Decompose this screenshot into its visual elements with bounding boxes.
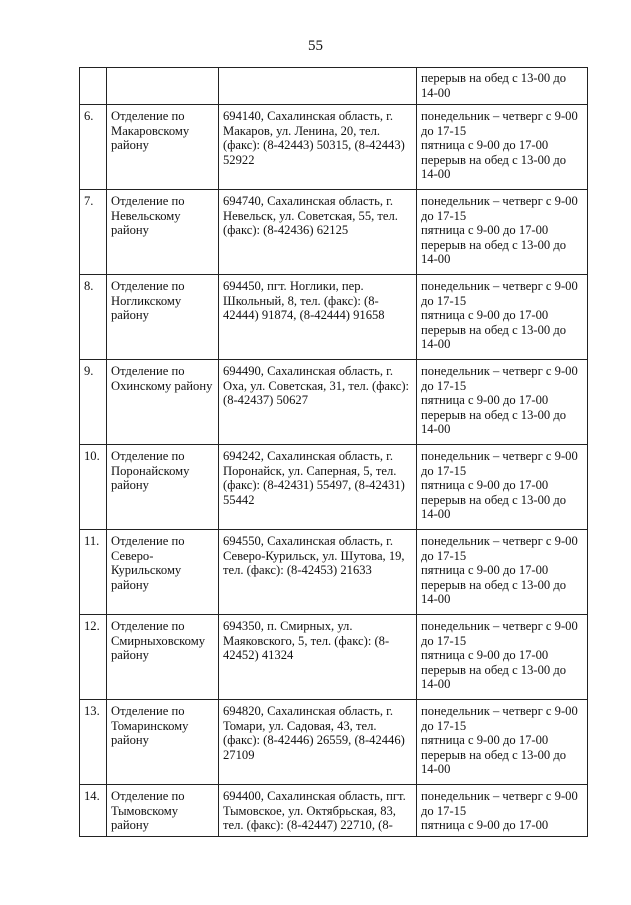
table-row	[80, 445, 588, 530]
hours-line: перерыв на обед с 13-00 до 14-00	[421, 152, 567, 182]
table-row	[80, 105, 588, 190]
hours-line: понедельник – четверг с 9-00 до 17-15	[421, 534, 578, 563]
hours-line: перерыв на обед с 13-00 до 14-00	[421, 747, 567, 777]
branch-address: 694550, Сахалинская область, г. Северо-Курильск, ул. Шутова, 19, тел. (факс): (8-42453) 21633	[219, 530, 417, 615]
branch-name: Отделение по Тымовскому району	[107, 785, 219, 837]
hours-line: перерыв на обед с 13-00 до 14-00	[421, 662, 567, 692]
hours-line: пятница с 9-00 до 17-00	[421, 733, 549, 748]
hours-line: пятница с 9-00 до 17-00	[421, 308, 549, 323]
branch-name: Отделение по Ногликскому району	[107, 275, 219, 360]
branch-address: 694242, Сахалинская область, г. Поронайск, ул. Саперная, 5, тел. (факс): (8-42431) 55497, (8-42431) 55442	[219, 445, 417, 530]
branch-name: Отделение по Томаринскому району	[107, 700, 219, 785]
branch-address	[219, 68, 417, 105]
branch-address: 694740, Сахалинская область, г. Невельск, ул. Советская, 55, тел. (факс): (8-42436) 62125	[219, 190, 417, 275]
hours-line: пятница с 9-00 до 17-00	[421, 818, 549, 833]
branch-name: Отделение по Поронайскому району	[107, 445, 219, 530]
table-row	[80, 700, 588, 785]
hours-line: понедельник – четверг с 9-00 до 17-15	[421, 789, 578, 818]
hours-line: пятница с 9-00 до 17-00	[421, 223, 549, 238]
hours-line: перерыв на обед с 13-00 до 14-00	[421, 492, 567, 522]
hours-line: перерыв на обед с 13-00 до 14-00	[421, 577, 567, 607]
table-row	[80, 275, 588, 360]
table-row	[80, 530, 588, 615]
branch-name: Отделение по Макаровскому району	[107, 105, 219, 190]
hours-line: пятница с 9-00 до 17-00	[421, 648, 549, 663]
table-row	[80, 68, 588, 105]
working-hours	[417, 530, 588, 615]
branch-name	[107, 68, 219, 105]
hours-line: перерыв на обед с 13-00 до 14-00	[421, 71, 567, 100]
hours-line: пятница с 9-00 до 17-00	[421, 478, 549, 493]
working-hours	[417, 190, 588, 275]
row-number: 8.	[80, 275, 107, 360]
working-hours	[417, 105, 588, 190]
hours-line: понедельник – четверг с 9-00 до 17-15	[421, 109, 578, 138]
branch-address: 694400, Сахалинская область, пгт. Тымовское, ул. Октябрьская, 83, тел. (факс): (8-42447) 22710, (8-	[219, 785, 417, 837]
working-hours	[417, 445, 588, 530]
branch-address: 694350, п. Смирных, ул. Маяковского, 5, тел. (факс): (8-42452) 41324	[219, 615, 417, 700]
working-hours	[417, 360, 588, 445]
hours-line: пятница с 9-00 до 17-00	[421, 138, 549, 153]
hours-line: пятница с 9-00 до 17-00	[421, 563, 549, 578]
working-hours	[417, 275, 588, 360]
row-number: 12.	[80, 615, 107, 700]
row-number: 10.	[80, 445, 107, 530]
page-number: 55	[308, 38, 323, 54]
hours-line: понедельник – четверг с 9-00 до 17-15	[421, 704, 578, 733]
hours-line: понедельник – четверг с 9-00 до 17-15	[421, 279, 578, 308]
hours-line: перерыв на обед с 13-00 до 14-00	[421, 407, 567, 437]
row-number: 7.	[80, 190, 107, 275]
hours-line: понедельник – четверг с 9-00 до 17-15	[421, 619, 578, 648]
hours-line: перерыв на обед с 13-00 до 14-00	[421, 322, 567, 352]
hours-line: понедельник – четверг с 9-00 до 17-15	[421, 194, 578, 223]
hours-line: перерыв на обед с 13-00 до 14-00	[421, 237, 567, 267]
branch-name: Отделение по Северо-Курильскому району	[107, 530, 219, 615]
branch-address: 694140, Сахалинская область, г. Макаров, ул. Ленина, 20, тел. (факс): (8-42443) 50315, (8-42443) 52922	[219, 105, 417, 190]
row-number: 11.	[80, 530, 107, 615]
row-number: 14.	[80, 785, 107, 837]
branches-table	[79, 67, 588, 837]
table-row	[80, 615, 588, 700]
table-row	[80, 360, 588, 445]
working-hours	[417, 785, 588, 837]
hours-line: пятница с 9-00 до 17-00	[421, 393, 549, 408]
branch-name: Отделение по Смирныховскому району	[107, 615, 219, 700]
hours-line: понедельник – четверг с 9-00 до 17-15	[421, 449, 578, 478]
row-number: 13.	[80, 700, 107, 785]
branch-address: 694490, Сахалинская область, г. Оха, ул. Советская, 31, тел. (факс): (8-42437) 50627	[219, 360, 417, 445]
branch-name: Отделение по Невельскому району	[107, 190, 219, 275]
working-hours	[417, 615, 588, 700]
branch-name: Отделение по Охинскому району	[107, 360, 219, 445]
hours-line: понедельник – четверг с 9-00 до 17-15	[421, 364, 578, 393]
branch-address: 694820, Сахалинская область, г. Томари, ул. Садовая, 43, тел. (факс): (8-42446) 26559, (8-42446) 27109	[219, 700, 417, 785]
branch-address: 694450, пгт. Ноглики, пер. Школьный, 8, тел. (факс): (8-42444) 91874, (8-42444) 91658	[219, 275, 417, 360]
row-number	[80, 68, 107, 105]
working-hours	[417, 68, 588, 105]
table-row	[80, 190, 588, 275]
row-number: 9.	[80, 360, 107, 445]
table-row	[80, 785, 588, 837]
row-number: 6.	[80, 105, 107, 190]
working-hours	[417, 700, 588, 785]
